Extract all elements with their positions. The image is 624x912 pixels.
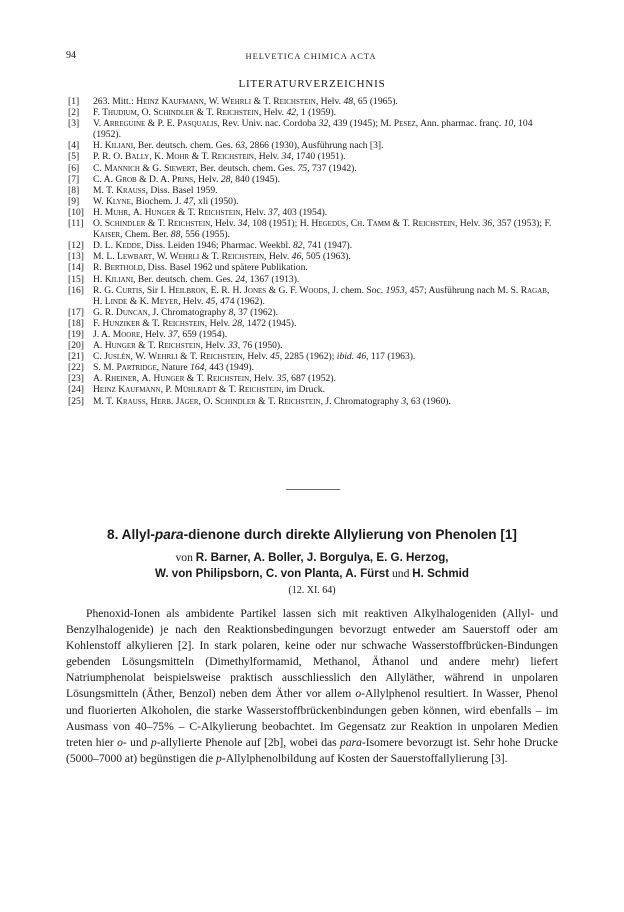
reference-segment: , J. chem. Soc. bbox=[327, 284, 386, 296]
reference-item bbox=[68, 163, 556, 174]
reference-segment: & bbox=[140, 317, 153, 329]
reference-segment: , 443 (1949). bbox=[204, 362, 255, 374]
reference-segment: , Ber. deutsch. chem. Ges. bbox=[133, 273, 236, 285]
reference-number: [16] bbox=[68, 284, 84, 296]
reference-segment: G. Siewert bbox=[152, 162, 196, 174]
author-names-last: H. Schmid bbox=[412, 567, 469, 580]
reference-number: [6] bbox=[68, 162, 80, 174]
body-paragraph bbox=[66, 606, 558, 767]
reference-item bbox=[68, 285, 556, 307]
reference-segment: S. M. Partridge bbox=[93, 362, 157, 374]
reference-segment: , Sir bbox=[142, 284, 161, 296]
reference-item bbox=[68, 151, 556, 162]
reference-segment: 37 bbox=[268, 206, 278, 218]
reference-segment: , 2285 (1962); bbox=[279, 351, 337, 363]
reference-segment: & bbox=[255, 395, 269, 407]
reference-segment: , 659 (1954). bbox=[177, 328, 228, 340]
reference-text bbox=[93, 96, 556, 107]
reference-segment: & bbox=[199, 251, 212, 263]
reference-segment: & bbox=[145, 118, 158, 130]
reference-number: [20] bbox=[68, 340, 84, 352]
reference-segment: M. Pesez bbox=[380, 118, 416, 130]
reference-segment: C. A. Grob bbox=[93, 173, 137, 185]
reference-number: [15] bbox=[68, 273, 84, 285]
reference-segment: 46 bbox=[291, 251, 302, 263]
reference-segment: , Helv. bbox=[140, 328, 168, 340]
reference-segment: 46 bbox=[356, 351, 367, 363]
reference-segment: K. Mohr bbox=[154, 151, 190, 163]
reference-segment: , bbox=[546, 284, 550, 296]
reference-text bbox=[93, 373, 556, 384]
reference-segment: ibid. bbox=[336, 351, 355, 363]
reference-segment: 10 bbox=[503, 118, 514, 130]
reference-text bbox=[93, 140, 556, 151]
reference-item bbox=[68, 207, 556, 218]
reference-segment: O. Schindler bbox=[141, 107, 195, 119]
reference-segment: W. Klyne bbox=[93, 195, 131, 207]
reference-segment: J. A. Moore bbox=[93, 328, 141, 340]
reference-segment: , bbox=[205, 284, 211, 296]
reference-segment: C. Juslén bbox=[93, 351, 131, 363]
reference-segment: , Helv. bbox=[200, 340, 229, 352]
reference-segment: , 104 (1952). bbox=[93, 118, 533, 141]
reference-segment: , Helv. bbox=[240, 206, 269, 218]
reference-segment: F. Hunziker bbox=[93, 317, 141, 329]
reference-segment: T. Reichstein bbox=[152, 317, 205, 329]
reference-segment: E. R. H. Jones bbox=[210, 284, 267, 296]
reference-segment: , Ber. deutsch. chem. Ges. bbox=[195, 162, 298, 174]
reference-segment: M. T. Krauss bbox=[93, 184, 146, 196]
reference-text bbox=[93, 196, 556, 207]
reference-segment: H. Kiliani bbox=[93, 273, 134, 285]
reference-segment: H. Linde bbox=[93, 295, 128, 307]
reference-segment: , Diss. Basel 1959. bbox=[145, 184, 218, 196]
body-segment: -Allylphenol resultiert. In Wasser, Phenol und fluorierten Alkoholen, die starke Wasserstoffbrückenbindungen geben können, wird ebenfalls – im Ausmass von 40–75% – C-Alkylierung beobachtet. Im Gegensatz zur Reaktion in unpolaren Medien treten hier bbox=[66, 687, 559, 749]
body-segment: -Isomere bevorzugt ist. Sehr hohe Drucke (5000–7000 at) begünstigen die bbox=[66, 735, 558, 765]
reference-number: [7] bbox=[68, 173, 80, 185]
reference-number: [14] bbox=[68, 262, 84, 274]
reference-segment: F. Thudium bbox=[93, 107, 137, 119]
reference-segment: , 687 (1952). bbox=[286, 373, 336, 385]
reference-segment: , Biochem. J. bbox=[130, 195, 184, 207]
reference-item bbox=[68, 107, 556, 118]
reference-text bbox=[93, 285, 556, 307]
reference-segment: , Rev. Univ. nac. Cordoba bbox=[217, 118, 319, 130]
reference-number: [10] bbox=[68, 206, 84, 218]
reference-segment: F. Kaiser bbox=[93, 218, 552, 241]
reference-segment: , Helv. bbox=[210, 218, 238, 230]
body-segment: p bbox=[150, 735, 157, 749]
reference-segment: , 1740 (1951). bbox=[291, 151, 346, 163]
reference-segment: , Helv. bbox=[178, 295, 206, 307]
reference-text bbox=[93, 163, 556, 174]
reference-segment: P. E. Pasqualis bbox=[157, 118, 218, 130]
reference-segment: T. Reichstein bbox=[268, 395, 321, 407]
reference-segment: Heinz Kaufmann bbox=[136, 96, 204, 107]
reference-text bbox=[93, 307, 556, 318]
running-head bbox=[66, 50, 556, 64]
reference-text bbox=[93, 318, 556, 329]
reference-segment: & bbox=[136, 173, 149, 185]
journal-name: HELVETICA CHIMICA ACTA bbox=[245, 51, 377, 61]
reference-text bbox=[93, 218, 556, 240]
title-segment: 8. Allyl- bbox=[107, 527, 155, 542]
reference-segment: M. T. Krauss bbox=[93, 395, 146, 407]
reference-item bbox=[68, 240, 556, 251]
reference-item bbox=[68, 140, 556, 151]
body-segment: o bbox=[355, 687, 362, 701]
reference-item bbox=[68, 362, 556, 373]
reference-text bbox=[93, 351, 556, 362]
reference-segment: T. Reichstein bbox=[187, 206, 241, 218]
reference-segment: T. Reichstein bbox=[228, 384, 282, 396]
reference-segment: Heinz Kaufmann bbox=[93, 384, 161, 396]
reference-text bbox=[93, 340, 556, 351]
reference-segment: 48 bbox=[343, 96, 354, 107]
reference-segment: Ch. Tamm bbox=[350, 218, 391, 230]
reference-segment: , 108 (1951); bbox=[247, 218, 300, 230]
reference-segment: P. Mühlradt bbox=[165, 384, 217, 396]
reference-segment: , im Druck. bbox=[281, 384, 325, 396]
reference-segment: , Helv. bbox=[253, 151, 282, 163]
reference-text bbox=[93, 151, 556, 162]
reference-text bbox=[93, 329, 556, 340]
reference-segment: 63 bbox=[235, 140, 245, 152]
body-text bbox=[66, 606, 558, 767]
reference-segment: , 1472 (1945). bbox=[242, 317, 297, 329]
reference-segment: R. Berthold bbox=[93, 262, 143, 274]
received-date: (12. XI. 64) bbox=[288, 585, 336, 596]
references-heading: LITERATURVERZEICHNIS bbox=[238, 78, 386, 90]
reference-segment: & bbox=[184, 373, 197, 385]
reference-segment: , xli (1950). bbox=[193, 195, 239, 207]
reference-segment: , 439 (1945); bbox=[328, 118, 381, 130]
reference-segment: , Helv. bbox=[454, 218, 483, 230]
reference-text bbox=[93, 384, 556, 395]
authors-line-2 bbox=[0, 566, 624, 582]
reference-number: [24] bbox=[68, 384, 84, 396]
reference-item bbox=[68, 218, 556, 240]
reference-segment: 47 bbox=[183, 195, 194, 207]
reference-item bbox=[68, 307, 556, 318]
reference-segment: , Helv. bbox=[315, 96, 344, 107]
reference-segment: , 76 (1950). bbox=[237, 340, 283, 352]
reference-item bbox=[68, 329, 556, 340]
reference-segment: & bbox=[251, 96, 264, 107]
reference-number: [12] bbox=[68, 240, 84, 252]
reference-text bbox=[93, 262, 556, 273]
reference-segment: K. Meyer bbox=[139, 295, 179, 307]
reference-segment: 28 bbox=[220, 173, 231, 185]
reference-item bbox=[68, 174, 556, 185]
reference-item bbox=[68, 318, 556, 329]
reference-segment: & bbox=[189, 151, 202, 163]
reference-segment: O. Schindler bbox=[203, 395, 256, 407]
reference-segment: 3 bbox=[401, 395, 407, 407]
body-segment: p bbox=[216, 751, 222, 765]
reference-segment: T. Reichstein bbox=[148, 340, 201, 352]
reference-segment: , 1367 (1913). bbox=[244, 273, 300, 285]
reference-segment: , bbox=[345, 218, 351, 230]
reference-number: [13] bbox=[68, 251, 84, 263]
reference-segment: & bbox=[194, 107, 207, 119]
reference-number: [18] bbox=[68, 317, 84, 329]
reference-segment: , bbox=[145, 395, 151, 407]
reference-item bbox=[68, 351, 556, 362]
reference-segment: 82 bbox=[292, 240, 303, 252]
authors bbox=[0, 550, 624, 582]
reference-segment: , Ber. deutsch. chem. Ges. bbox=[133, 140, 236, 152]
title-segment: para bbox=[154, 527, 184, 542]
reference-segment: , Chem. Ber. bbox=[120, 229, 171, 241]
reference-item bbox=[68, 96, 556, 107]
references-list bbox=[68, 96, 556, 407]
reference-segment: , Diss. Leiden 1946; Pharmac. Weekbl. bbox=[140, 240, 293, 252]
reference-segment: O. Schindler bbox=[93, 218, 146, 230]
reference-segment: 45 bbox=[270, 351, 280, 363]
reference-segment: , 737 (1942). bbox=[307, 162, 357, 174]
author-names-2: W. von Philipsborn, C. von Planta, A. Fürst bbox=[155, 567, 390, 580]
reference-number: [1] bbox=[68, 96, 80, 107]
reference-segment: 33 bbox=[228, 340, 238, 352]
reference-text bbox=[93, 240, 556, 251]
reference-text bbox=[93, 396, 556, 407]
reference-segment: 35 bbox=[276, 373, 287, 385]
reference-segment: H. Kiliani bbox=[93, 140, 134, 152]
reference-item bbox=[68, 274, 556, 285]
reference-segment: & bbox=[135, 340, 149, 352]
reference-segment: W. Wehrli bbox=[135, 351, 178, 363]
reference-segment: , 65 (1965). bbox=[353, 96, 398, 107]
reference-segment: & bbox=[127, 295, 140, 307]
reference-segment: I. Heilbron bbox=[160, 284, 206, 296]
reference-segment: , Helv. bbox=[264, 251, 292, 263]
reference-segment: 1953 bbox=[385, 284, 405, 296]
body-segment: o bbox=[117, 735, 123, 749]
reference-segment: , bbox=[128, 206, 133, 218]
reference-segment: & bbox=[175, 206, 188, 218]
reference-segment: , 403 (1954). bbox=[277, 206, 328, 218]
reference-number: [2] bbox=[68, 107, 80, 119]
reference-segment: , bbox=[203, 96, 209, 107]
reference-segment: , bbox=[198, 395, 204, 407]
reference-segment: 263. Mitt.: bbox=[93, 96, 137, 107]
reference-segment: , 741 (1947). bbox=[302, 240, 353, 252]
body-segment: - und bbox=[122, 735, 151, 749]
authors-prefix: von bbox=[175, 551, 196, 564]
reference-segment: 8 bbox=[228, 306, 234, 318]
reference-number: [21] bbox=[68, 351, 84, 363]
reference-segment: T. Reichstein bbox=[196, 373, 250, 385]
reference-segment: & bbox=[390, 218, 403, 230]
reference-segment: T. Reichstein bbox=[263, 96, 316, 107]
reference-segment: H. Hegedüs bbox=[299, 218, 346, 230]
reference-segment: , 457; Ausführung nach bbox=[404, 284, 498, 296]
reference-segment: C. Mannich bbox=[93, 162, 140, 174]
reference-segment: A. Hunger bbox=[141, 373, 185, 385]
reference-segment: , 357 (1953); bbox=[492, 218, 545, 230]
body-segment: -Allylphenolbildung auf Kosten der Sauerstoffallylierung [3]. bbox=[221, 751, 508, 765]
reference-number: [25] bbox=[68, 395, 84, 407]
reference-segment: & bbox=[145, 218, 158, 230]
reference-segment: , J. Chromatography bbox=[147, 306, 229, 318]
reference-text bbox=[93, 251, 556, 262]
reference-segment: T. Reichstein bbox=[402, 218, 455, 230]
reference-segment: D. L. Kedde bbox=[93, 240, 141, 252]
reference-segment: 28 bbox=[232, 317, 243, 329]
reference-number: [5] bbox=[68, 151, 80, 163]
reference-segment: 24 bbox=[235, 273, 245, 285]
reference-segment: G. R. Duncan bbox=[93, 306, 148, 318]
reference-segment: , Helv. bbox=[258, 107, 287, 119]
reference-segment: W. Wehrli bbox=[208, 96, 252, 107]
reference-segment: M. L. Lewbart bbox=[93, 251, 152, 263]
reference-segment: 42 bbox=[286, 107, 297, 119]
reference-segment: 75 bbox=[297, 162, 308, 174]
reference-item bbox=[68, 340, 556, 351]
body-segment: Phenoxid-Ionen als ambidente Partikel lassen sich mit reaktiven Alkylhalogeniden (Allyl- und Benzylhalogenide) je nach den Reaktionsbedingungen bevorzugt entweder am Sauerstoff oder am Kohlenstoff alkylieren [2]. In stark polaren, keine oder nur schwache Wasserstoffbrücken-Bindungen gebenden Lösungsmitteln (Dimethylformamid, Methanol, Äthanol und andere mehr) liefert Natriumphenolat beispielsweise praktisch ausschliesslich den Allyläther, während in unpolaren Lösungsmitteln (Äther, Benzol) neben dem Äther vor allem bbox=[66, 607, 558, 701]
reference-segment: , 505 (1963). bbox=[301, 251, 351, 263]
reference-segment: & bbox=[216, 384, 229, 396]
reference-text bbox=[93, 362, 556, 373]
reference-segment: A. Hunger bbox=[93, 340, 136, 352]
reference-segment: , bbox=[151, 251, 157, 263]
reference-item bbox=[68, 196, 556, 207]
reference-segment: , Helv. bbox=[249, 373, 277, 385]
reference-segment: P. R. O. Bally bbox=[93, 151, 150, 163]
reference-segment: T. Reichstein bbox=[201, 151, 254, 163]
reference-segment: , bbox=[136, 107, 142, 119]
reference-segment: & bbox=[139, 162, 153, 174]
title-segment: -dienone durch direkte Allylierung von Phenolen [1] bbox=[183, 527, 517, 542]
reference-segment: W. Wehrli bbox=[156, 251, 200, 263]
reference-segment: Herb. Jäger bbox=[150, 395, 199, 407]
reference-number: [8] bbox=[68, 184, 80, 196]
reference-segment: G. F. Woods bbox=[278, 284, 328, 296]
body-segment: -allylierte Phenole auf [2b], wobei das bbox=[156, 735, 341, 749]
reference-text bbox=[93, 185, 556, 196]
reference-segment: , Helv. bbox=[193, 173, 221, 185]
reference-segment: , 37 (1962). bbox=[233, 306, 279, 318]
reference-segment: , J. Chromatography bbox=[320, 395, 402, 407]
reference-number: [3] bbox=[68, 118, 80, 130]
reference-segment: R. G. Curtis bbox=[93, 284, 143, 296]
reference-segment: , Diss. Basel 1962 und spätere Publikation. bbox=[142, 262, 308, 274]
reference-text bbox=[93, 274, 556, 285]
reference-segment: T. Reichstein bbox=[211, 251, 265, 263]
reference-item bbox=[68, 185, 556, 196]
reference-segment: H. Muhr bbox=[93, 206, 129, 218]
reference-segment: , Ann. pharmac. franç. bbox=[415, 118, 504, 130]
reference-segment: T. Reichstein bbox=[190, 351, 243, 363]
reference-item bbox=[68, 373, 556, 384]
reference-number: [22] bbox=[68, 362, 84, 374]
reference-segment: , Helv. bbox=[204, 317, 233, 329]
reference-segment: , 840 (1945). bbox=[230, 173, 280, 185]
reference-segment: 37 bbox=[167, 328, 178, 340]
reference-item bbox=[68, 118, 556, 140]
authors-conjunction: und bbox=[389, 567, 413, 580]
reference-segment: 32 bbox=[318, 118, 329, 130]
reference-segment: T. Reichstein bbox=[157, 218, 211, 230]
reference-number: [19] bbox=[68, 328, 84, 340]
reference-segment: M. S. Ragab bbox=[497, 284, 547, 296]
article-title bbox=[0, 527, 624, 542]
reference-segment: 36 bbox=[482, 218, 493, 230]
reference-segment: , Nature bbox=[156, 362, 191, 374]
reference-text bbox=[93, 207, 556, 218]
reference-number: [23] bbox=[68, 373, 84, 385]
reference-segment: 164 bbox=[190, 362, 205, 374]
reference-item bbox=[68, 396, 556, 407]
reference-item bbox=[68, 384, 556, 395]
reference-item bbox=[68, 251, 556, 262]
reference-segment: V. Arreguine bbox=[93, 118, 146, 130]
reference-segment: , bbox=[149, 151, 155, 163]
reference-number: [9] bbox=[68, 195, 80, 207]
authors-line-1 bbox=[0, 550, 624, 566]
reference-text bbox=[93, 118, 556, 140]
reference-segment: A. Rheiner bbox=[93, 373, 137, 385]
reference-segment: , 63 (1960). bbox=[406, 395, 451, 407]
reference-segment: & bbox=[177, 351, 191, 363]
reference-segment: , 117 (1963). bbox=[366, 351, 416, 363]
reference-segment: 88 bbox=[170, 229, 181, 241]
reference-segment: , bbox=[136, 373, 142, 385]
reference-segment: , 556 (1955). bbox=[180, 229, 230, 241]
reference-segment: & bbox=[266, 284, 279, 296]
reference-segment: , 474 (1962). bbox=[215, 295, 265, 307]
reference-segment: , 1 (1959). bbox=[296, 107, 337, 119]
reference-text bbox=[93, 107, 556, 118]
reference-segment: 34 bbox=[281, 151, 292, 163]
reference-segment: , Helv. bbox=[242, 351, 271, 363]
reference-segment: 45 bbox=[205, 295, 216, 307]
body-segment: para bbox=[340, 735, 362, 749]
section-divider bbox=[286, 489, 340, 490]
reference-segment: , bbox=[130, 351, 136, 363]
reference-number: [4] bbox=[68, 140, 80, 152]
reference-number: [11] bbox=[68, 218, 84, 230]
reference-item bbox=[68, 262, 556, 273]
reference-segment: , 2866 (1930), Ausführung nach [3]. bbox=[244, 140, 384, 152]
page-number: 94 bbox=[66, 50, 76, 61]
reference-segment: A. Hunger bbox=[132, 206, 176, 218]
reference-segment: D. A. Prins bbox=[148, 173, 194, 185]
reference-text bbox=[93, 174, 556, 185]
author-names-1: R. Barner, A. Boller, J. Borgulya, E. G. Herzog, bbox=[195, 551, 449, 564]
reference-segment: T. Reichstein bbox=[206, 107, 259, 119]
reference-number: [17] bbox=[68, 306, 84, 318]
reference-segment: 34 bbox=[237, 218, 248, 230]
reference-segment: , bbox=[160, 384, 166, 396]
